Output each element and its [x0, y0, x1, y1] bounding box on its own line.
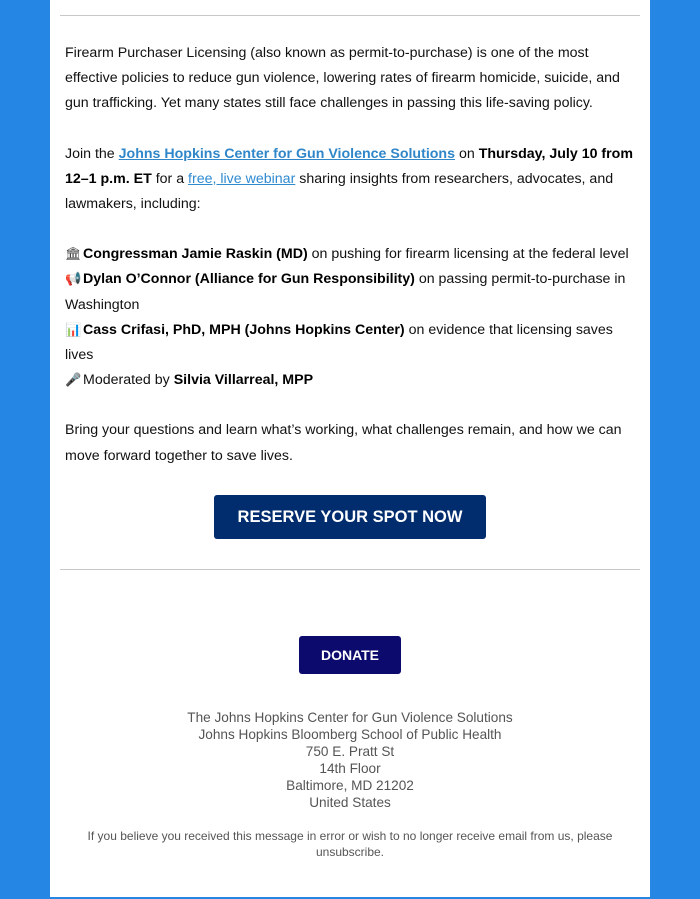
cta-container	[50, 495, 650, 539]
donate-container	[50, 636, 650, 674]
unsubscribe-note	[80, 828, 620, 860]
closing-paragraph: Bring your questions and learn what’s working, what challenges remain, and how we can move forward together to save lives.	[65, 422, 622, 464]
speaker-name: Cass Crifasi, PhD, MPH (Johns Hopkins Center)	[83, 321, 405, 338]
speaker-item	[65, 318, 635, 368]
intro-paragraph: Firearm Purchaser Licensing (also known as permit-to-purchase) is one of the most effective policies to reduce gun violence, lowering rates of firearm homicide, suicide, and gun trafficking. Yet many states still face challenges in passing this life-saving policy.	[65, 45, 620, 112]
unsubscribe-text: If you believe you received this message in error or wish to no longer receive email from us, please	[87, 829, 613, 843]
unsubscribe-link[interactable]: unsubscribe.	[315, 845, 385, 859]
speaker-topic: on evidence that licensing saves lives	[65, 321, 613, 364]
speaker-item	[65, 242, 635, 267]
invite-on-text: on	[458, 145, 475, 162]
microphone-icon: 🎤	[65, 373, 82, 389]
moderator-prefix: Moderated by	[83, 372, 170, 389]
event-date-time: Thursday, July 10 from 12–1 p.m. ET	[65, 145, 633, 187]
capitol-icon: 🏛	[65, 247, 82, 263]
invite-for-text: for a	[155, 170, 185, 187]
reserve-spot-button[interactable]: RESERVE YOUR SPOT NOW	[214, 495, 486, 539]
moderator-item	[65, 368, 635, 393]
email-body	[50, 0, 650, 897]
invite-suffix-text: sharing insights from researchers, advocates, and lawmakers, including:	[65, 170, 614, 213]
speaker-name: Dylan O’Connor (Alliance for Gun Responsibility)	[83, 271, 415, 288]
donate-button[interactable]: DONATE	[299, 636, 401, 674]
address-line: Johns Hopkins Bloomberg School of Public Health	[198, 727, 502, 742]
middle-divider	[60, 569, 640, 570]
address-line: United States	[309, 795, 391, 810]
address-line: The Johns Hopkins Center for Gun Violence Solutions	[187, 710, 513, 725]
top-divider	[60, 15, 640, 16]
invite-paragraph	[65, 142, 635, 218]
speaker-name: Congressman Jamie Raskin (MD)	[83, 246, 308, 263]
speaker-item	[65, 267, 635, 317]
megaphone-icon: 📢	[65, 272, 82, 288]
speaker-topic: on pushing for firearm licensing at the federal level	[311, 246, 629, 263]
speaker-topic: on passing permit-to-purchase in Washington	[65, 271, 626, 313]
address-line: 750 E. Pratt St	[305, 744, 395, 759]
bar-chart-icon: 📊	[65, 322, 82, 338]
center-link[interactable]: Johns Hopkins Center for Gun Violence Solutions	[118, 145, 455, 162]
invite-join-text: Join the	[65, 145, 115, 162]
email-content	[65, 41, 635, 469]
footer-address	[50, 709, 650, 811]
address-line: 14th Floor	[319, 761, 381, 776]
webinar-link[interactable]: free, live webinar	[188, 170, 296, 187]
address-line: Baltimore, MD 21202	[286, 778, 414, 793]
moderator-name: Silvia Villarreal, MPP	[173, 372, 314, 389]
